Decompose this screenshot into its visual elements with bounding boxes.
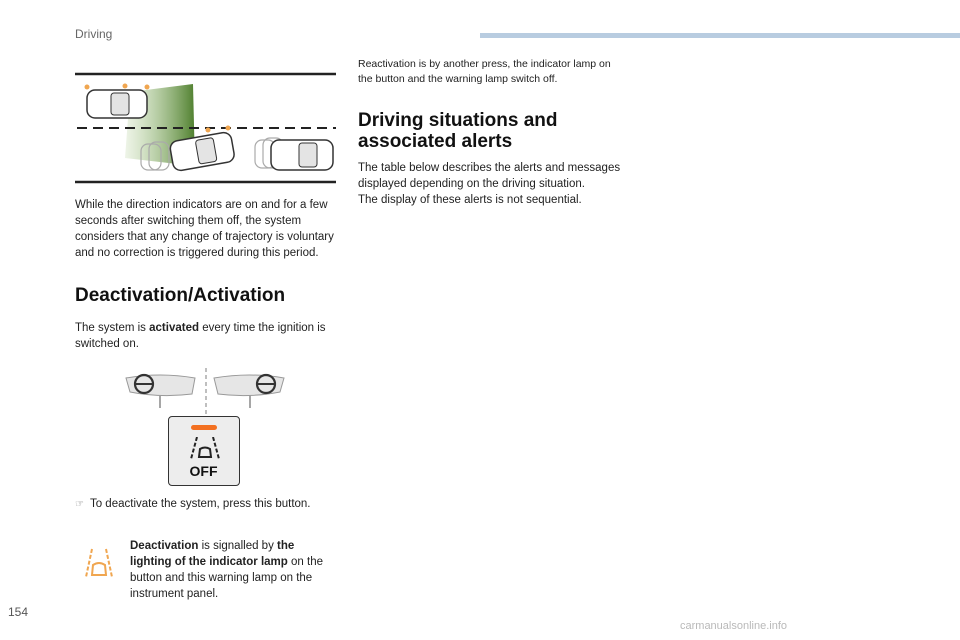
indicator-paragraph: While the direction indicators are on and for a few seconds after switching them off, the system considers that any change of trajectory is voluntary and no correction is triggered during this period. — [75, 199, 334, 259]
warning-lamp-icon — [84, 547, 114, 579]
car-icon — [85, 84, 150, 119]
header-bar — [480, 33, 960, 38]
lane-assist-off-button[interactable] — [168, 416, 240, 486]
lane-keeping-icon — [190, 437, 220, 461]
indicator-lamp — [191, 425, 217, 430]
lane-assist-illustration — [75, 70, 340, 185]
section-label: Driving — [75, 27, 113, 41]
bullet-icon: ☞ — [75, 499, 84, 510]
off-label: OFF — [189, 463, 218, 479]
deactivation-note: Deactivation is signalled by the lighting of the indicator lamp on the button and this warning lamp on the instrument panel. — [130, 540, 323, 600]
deactivation-heading: Deactivation/Activation — [75, 285, 286, 306]
driving-situations-heading: Driving situations and associated alerts — [358, 110, 558, 152]
deactivate-instruction: ☞ To deactivate the system, press this button. — [75, 498, 311, 510]
page-number: 154 — [8, 605, 29, 619]
steering-wheel-illustration — [120, 368, 290, 414]
reactivation-paragraph: Reactivation is by another press, the indicator lamp on the button and the warning lamp switch off. — [358, 58, 611, 85]
watermark: carmanualsonline.info — [680, 620, 788, 632]
activation-paragraph: The system is activated every time the ignition is switched on. — [75, 322, 326, 350]
car-icon — [271, 140, 333, 170]
alerts-description: The table below describes the alerts and messages displayed depending on the driving situation. The display of these alerts is not sequential. — [358, 162, 621, 206]
